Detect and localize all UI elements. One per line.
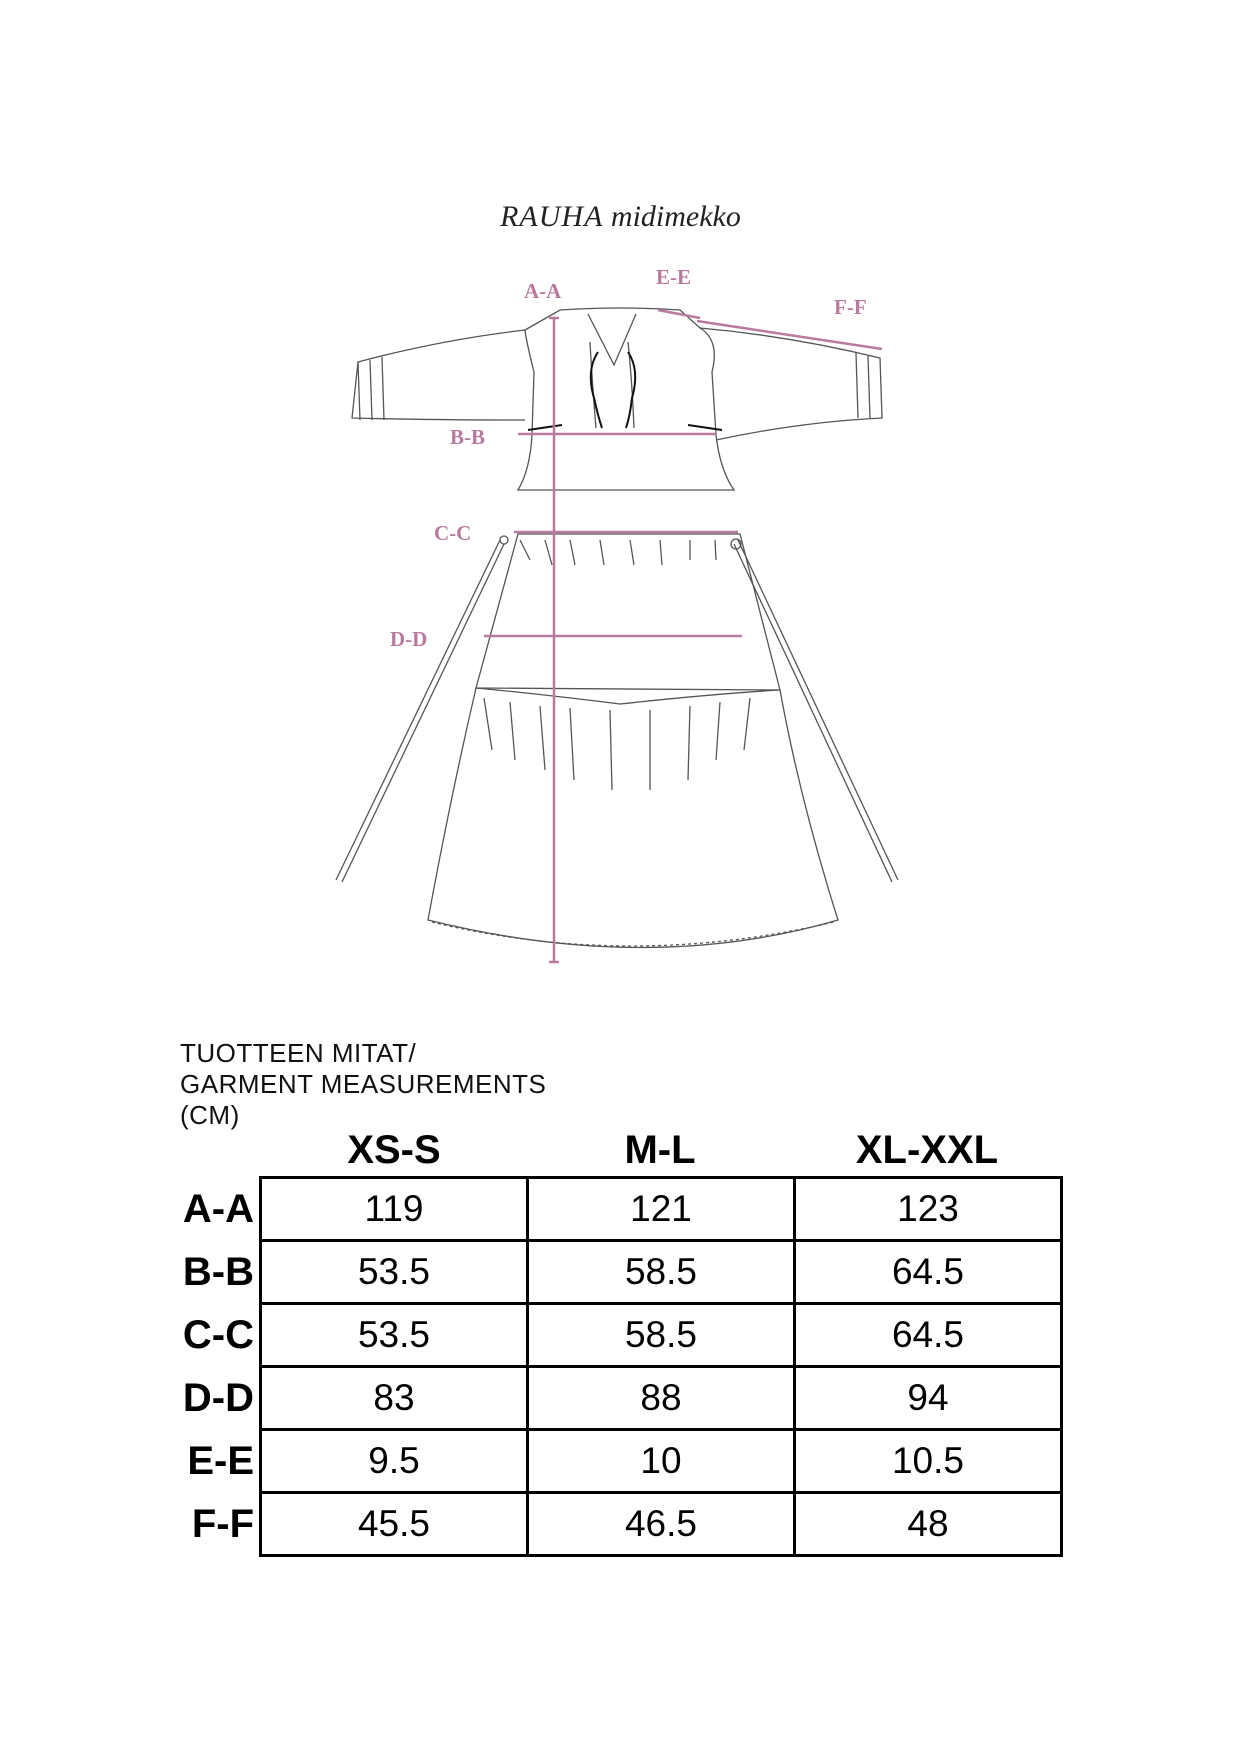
row-label-b-b: B-B bbox=[182, 1250, 254, 1294]
table-cell: 121 bbox=[528, 1178, 795, 1241]
table-cell: 10.5 bbox=[795, 1430, 1062, 1493]
table-cell: 119 bbox=[261, 1178, 528, 1241]
row-label-f-f: F-F bbox=[191, 1502, 254, 1546]
left-sleeve bbox=[352, 330, 525, 420]
label-e-e: E-E bbox=[656, 265, 692, 289]
table-cell: 64.5 bbox=[795, 1304, 1062, 1367]
table-cell: 83 bbox=[261, 1367, 528, 1430]
table-cell: 10 bbox=[528, 1430, 795, 1493]
row-label-d-d: D-D bbox=[182, 1376, 254, 1420]
size-header-m-l: M-L bbox=[624, 1128, 696, 1172]
table-cell: 53.5 bbox=[261, 1241, 528, 1304]
measure-f-f bbox=[697, 321, 882, 349]
table-row bbox=[261, 1493, 1062, 1556]
measurements-table bbox=[259, 1176, 1063, 1557]
table-cell: 45.5 bbox=[261, 1493, 528, 1556]
size-header-xs-s: XS-S bbox=[347, 1128, 441, 1172]
product-name: RAUHA bbox=[500, 200, 604, 233]
table-cell: 9.5 bbox=[261, 1430, 528, 1493]
measure-e-e bbox=[658, 310, 700, 318]
table-cell: 94 bbox=[795, 1367, 1062, 1430]
label-a-a: A-A bbox=[524, 279, 562, 303]
right-tie bbox=[734, 540, 898, 882]
label-b-b: B-B bbox=[450, 425, 486, 449]
table-row bbox=[261, 1178, 1062, 1241]
table-cell: 64.5 bbox=[795, 1241, 1062, 1304]
skirt-tier-1 bbox=[476, 534, 780, 704]
row-label-a-a: A-A bbox=[182, 1187, 254, 1231]
row-label-c-c: C-C bbox=[182, 1313, 254, 1357]
table-row bbox=[261, 1367, 1062, 1430]
label-d-d: D-D bbox=[390, 627, 428, 651]
table-cell: 48 bbox=[795, 1493, 1062, 1556]
table-cell: 58.5 bbox=[528, 1304, 795, 1367]
label-c-c: C-C bbox=[434, 521, 472, 545]
table-row bbox=[261, 1430, 1062, 1493]
table-cell: 58.5 bbox=[528, 1241, 795, 1304]
table-row bbox=[261, 1241, 1062, 1304]
product-subtitle: midimekko bbox=[610, 200, 741, 233]
caption-line-1: TUOTTEEN MITAT/ bbox=[180, 1038, 417, 1068]
size-header-xl-xxl: XL-XXL bbox=[855, 1128, 999, 1172]
label-f-f: F-F bbox=[834, 295, 867, 319]
row-label-e-e: E-E bbox=[187, 1439, 254, 1483]
measure-a-a bbox=[549, 318, 559, 962]
table-row bbox=[261, 1304, 1062, 1367]
caption-line-2: GARMENT MEASUREMENTS bbox=[180, 1069, 547, 1099]
table-cell: 46.5 bbox=[528, 1493, 795, 1556]
bodice-outline bbox=[518, 308, 734, 490]
skirt-tier-2 bbox=[428, 688, 838, 948]
left-tie bbox=[336, 540, 504, 882]
measurements-caption bbox=[180, 1038, 546, 1131]
caption-line-3: (CM) bbox=[180, 1100, 240, 1130]
table-cell: 53.5 bbox=[261, 1304, 528, 1367]
table-cell: 123 bbox=[795, 1178, 1062, 1241]
table-cell: 88 bbox=[528, 1367, 795, 1430]
